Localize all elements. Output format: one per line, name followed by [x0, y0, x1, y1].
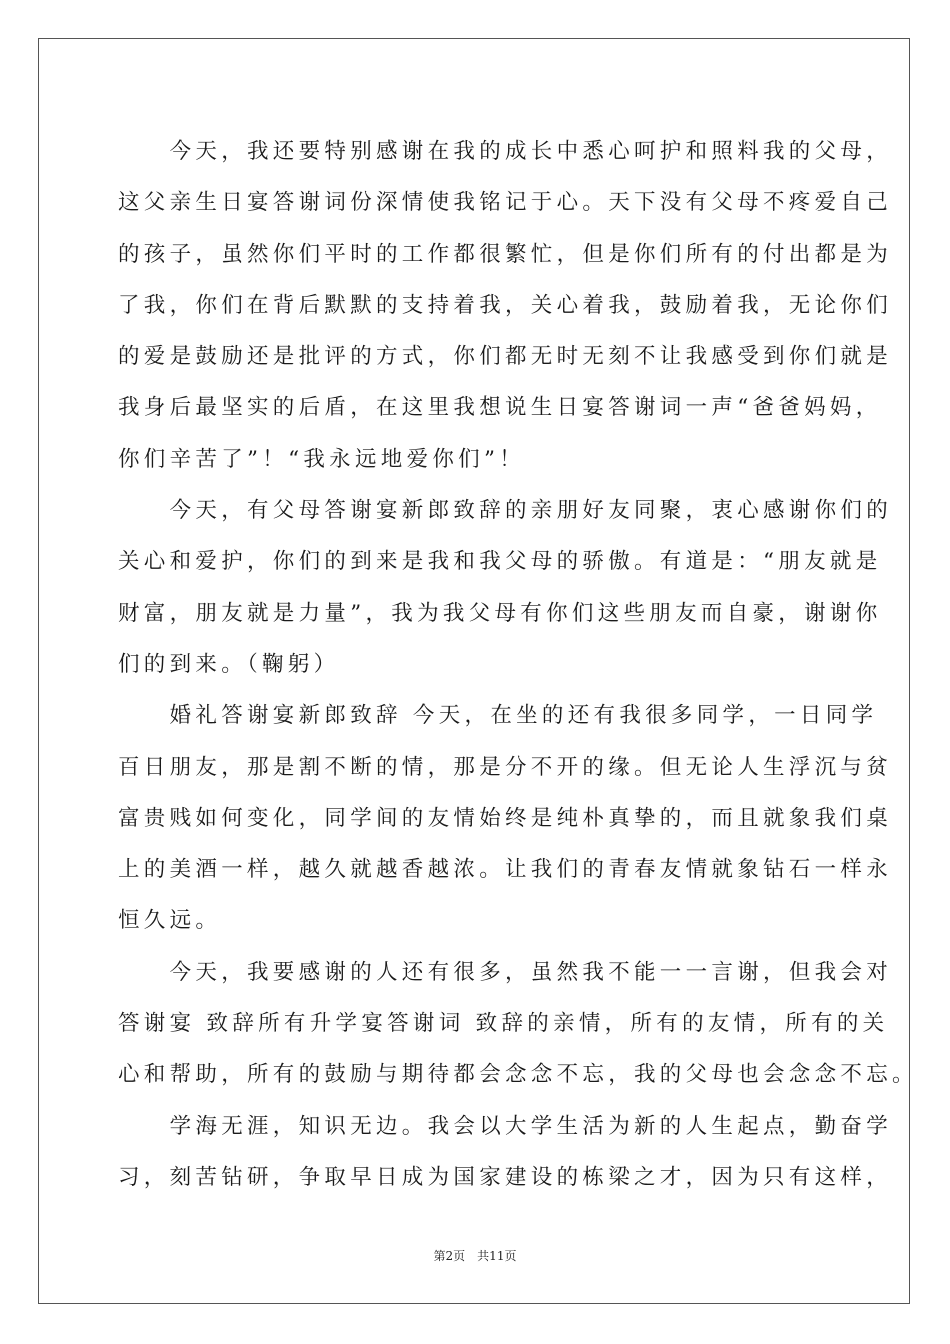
document-body [118, 126, 918, 1203]
text-line: 了我，你们在背后默默的支持着我，关心着我，鼓励着我，无论你们 [118, 292, 893, 318]
text-line: 你们辛苦了”！“我永远地爱你们”！ [118, 446, 526, 472]
text-line: 今天，有父母答谢宴新郎致辞的亲朋好友同聚，衷心感谢你们的 [118, 498, 893, 524]
text-line: 心和帮助，所有的鼓励与期待都会念念不忘，我的父母也会念念不忘。 [118, 1062, 918, 1088]
text-line: 关心和爱护，你们的到来是我和我父母的骄傲。有道是：“朋友就是 [118, 549, 882, 575]
text-line: 习，刻苦钻研，争取早日成为国家建设的栋梁之才，因为只有这样， [118, 1164, 893, 1190]
text-line: 我身后最坚实的后盾，在这里我想说生日宴答谢词一声“爸爸妈妈， [118, 395, 882, 421]
text-line: 上的美酒一样，越久就越香越浓。让我们的青春友情就象钻石一样永 [118, 857, 893, 883]
text-line: 今天，我还要特别感谢在我的成长中悉心呵护和照料我的父母， [118, 139, 893, 164]
text-line: 恒久远。 [118, 908, 222, 934]
text-line: 富贵贱如何变化，同学间的友情始终是纯朴真挚的，而且就象我们桌 [118, 805, 893, 831]
text-line: 们的到来。（鞠躬） [118, 651, 340, 677]
text-line: 这父亲生日宴答谢词份深情使我铭记于心。天下没有父母不疼爱自己 [118, 190, 893, 216]
text-line: 的爱是鼓励还是批评的方式，你们都无时无刻不让我感受到你们就是 [118, 344, 893, 370]
page-number-footer: 第2页 共11页 [433, 1249, 517, 1263]
text-line: 的孩子，虽然你们平时的工作都很繁忙，但是你们所有的付出都是为 [118, 241, 893, 267]
text-line: 百日朋友，那是割不断的情，那是分不开的缘。但无论人生浮沉与贫 [118, 754, 893, 780]
text-line: 财富，朋友就是力量”，我为我父母有你们这些朋友而自豪，谢谢你 [118, 600, 882, 626]
text-line: 学海无涯，知识无边。我会以大学生活为新的人生起点，勤奋学 [118, 1113, 893, 1139]
text-line: 婚礼答谢宴新郎致辞 今天，在坐的还有我很多同学，一日同学 [118, 703, 878, 729]
text-line: 答谢宴 致辞所有升学宴答谢词 致辞的亲情，所有的友情，所有的关 [118, 1011, 889, 1037]
text-line: 今天，我要感谢的人还有很多，虽然我不能一一言谢，但我会对 [118, 959, 893, 985]
